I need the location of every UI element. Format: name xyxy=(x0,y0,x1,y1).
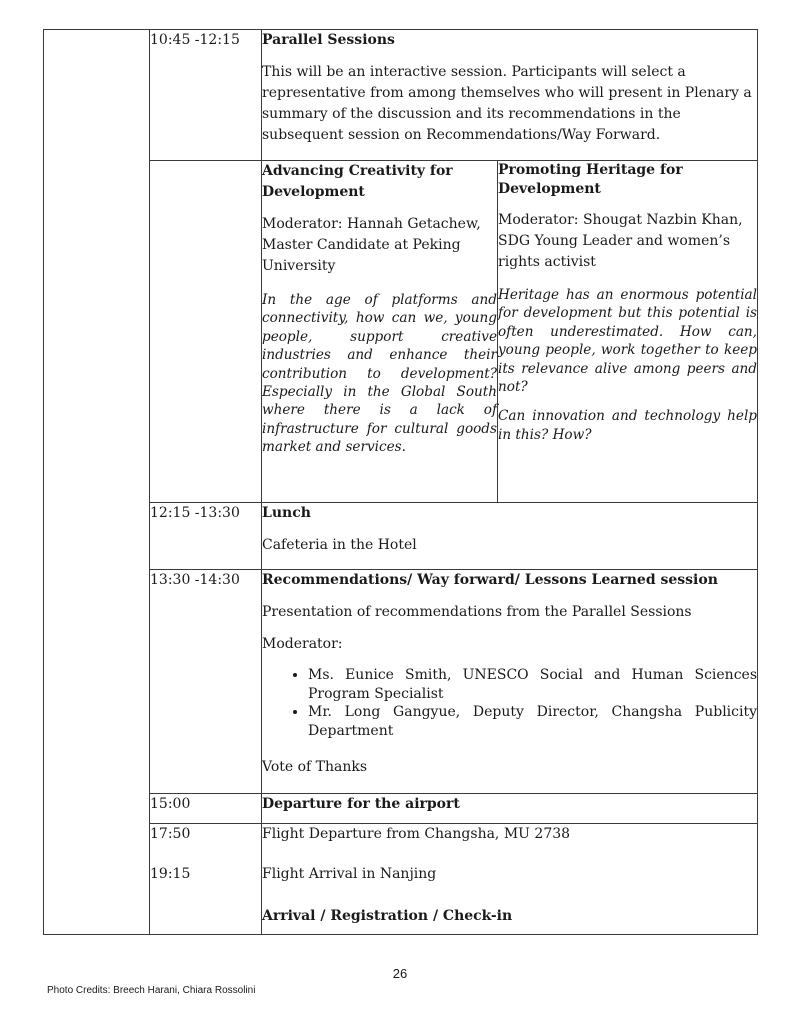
page-number: 26 xyxy=(392,966,408,981)
registration-title: Arrival / Registration / Check-in xyxy=(262,908,513,924)
time-parallel: 10:45 -12:15 xyxy=(150,32,240,48)
list-item: • Mr. Long Gangyue, Deputy Director, Changsha Publicity Department xyxy=(308,703,757,740)
parallel-description: This will be an interactive session. Participants will select a representative from among themselves who will present in Plenary a summary of the discussion and its recommendations in the subsequent session on Recommendations/Way Forward. xyxy=(262,64,752,143)
parallel-title: Parallel Sessions xyxy=(262,32,395,48)
lunch-title: Lunch xyxy=(262,505,311,521)
heritage-question: Heritage has an enormous potential for development but this potential is often underestimated. How can, young people, work together to keep its relevance alive among peers and not? xyxy=(498,287,758,396)
heritage-session-cell xyxy=(498,161,758,503)
agenda-table xyxy=(43,29,758,935)
table-row xyxy=(44,794,758,824)
table-row xyxy=(44,824,758,935)
flight-cell xyxy=(262,824,758,935)
list-item: • Ms. Eunice Smith, UNESCO Social and Human Sciences Program Specialist xyxy=(308,666,757,703)
time-cell xyxy=(150,30,262,161)
departure-cell xyxy=(262,794,758,824)
heritage-question-2: Can innovation and technology help in this? How? xyxy=(498,408,758,443)
moderator-list xyxy=(262,666,757,740)
table-row xyxy=(44,30,758,161)
time-cell xyxy=(150,824,262,935)
vote-of-thanks: Vote of Thanks xyxy=(262,759,368,775)
parallel-session-cell xyxy=(262,30,758,161)
lunch-location: Cafeteria in the Hotel xyxy=(262,537,417,553)
heritage-moderator: Moderator: Shougat Nazbin Khan, SDG Young Leader and women’s rights activist xyxy=(498,212,743,270)
lunch-cell xyxy=(262,503,758,570)
creativity-question: In the age of platforms and connectivity, how can we, young people, support creative industries and enhance their contribution to development? Especially in the Global South where there is a lack of infrastructure for cultural goods market and services. xyxy=(262,292,497,456)
photo-credits: Photo Credits: Breech Harani, Chiara Rossolini xyxy=(47,985,256,996)
time-flight-departure: 17:50 xyxy=(150,826,191,842)
table-row xyxy=(44,503,758,570)
creativity-title: Advancing Creativity for Development xyxy=(262,163,453,200)
time-recommendations: 13:30 -14:30 xyxy=(150,572,240,588)
departure-title: Departure for the airport xyxy=(262,796,460,812)
time-lunch: 12:15 -13:30 xyxy=(150,505,240,521)
time-cell xyxy=(150,503,262,570)
time-flight-arrival: 19:15 xyxy=(150,866,191,882)
table-row xyxy=(44,570,758,794)
flight-departure: Flight Departure from Changsha, MU 2738 xyxy=(262,826,571,842)
table-row xyxy=(44,161,758,503)
recommendations-moderator-label: Moderator: xyxy=(262,636,343,652)
creativity-session-cell xyxy=(262,161,498,503)
empty-left-column xyxy=(44,30,150,935)
flight-arrival: Flight Arrival in Nanjing xyxy=(262,866,437,882)
recommendations-title: Recommendations/ Way forward/ Lessons Learned session xyxy=(262,572,718,588)
heritage-title: Promoting Heritage for Development xyxy=(498,162,683,197)
time-cell xyxy=(150,570,262,794)
time-departure: 15:00 xyxy=(150,796,191,812)
time-cell xyxy=(150,794,262,824)
creativity-moderator: Moderator: Hannah Getachew, Master Candidate at Peking University xyxy=(262,216,481,274)
empty-time-cell xyxy=(150,161,262,503)
recommendations-presentation: Presentation of recommendations from the Parallel Sessions xyxy=(262,604,692,620)
recommendations-cell xyxy=(262,570,758,794)
